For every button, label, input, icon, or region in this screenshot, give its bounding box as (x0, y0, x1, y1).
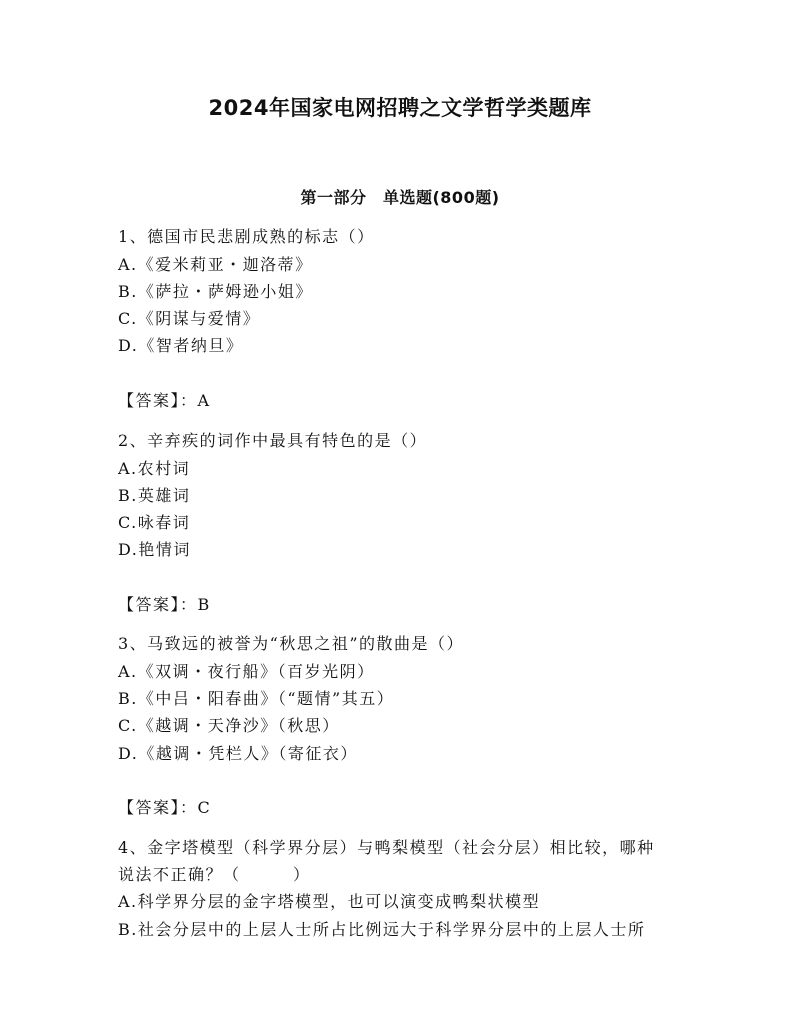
question-4-stem-line-1: 4、金字塔模型（科学界分层）与鸭梨模型（社会分层）相比较，哪种 (118, 838, 655, 857)
question-2-option-b: B.英雄词 (118, 486, 191, 505)
question-2-stem: 2、辛弃疾的词作中最具有特色的是（） (118, 431, 428, 450)
question-4-stem-line-2: 说法不正确？（ ） (118, 865, 311, 884)
question-1-option-d: D.《智者纳旦》 (118, 336, 244, 355)
question-2-option-a: A.农村词 (118, 459, 191, 478)
question-2-option-d: D.艳情词 (118, 540, 191, 559)
question-1-option-b: B.《萨拉・萨姆逊小姐》 (118, 282, 313, 301)
question-3-option-d: D.《越调・凭栏人》（寄征衣） (118, 744, 358, 763)
question-3-option-a: A.《双调・夜行船》（百岁光阴） (118, 662, 375, 681)
question-4-option-b: B.社会分层中的上层人士所占比例远大于科学界分层中的上层人士所 (118, 920, 646, 939)
question-1-option-a: A.《爱米莉亚・迦洛蒂》 (118, 255, 313, 274)
question-4-option-a: A.科学界分层的金字塔模型，也可以演变成鸭梨状模型 (118, 892, 541, 911)
document-title: 2024年国家电网招聘之文学哲学类题库 (208, 96, 592, 120)
question-3-option-c: C.《越调・天净沙》（秋思） (118, 716, 340, 735)
section-heading: 第一部分 单选题(800题) (300, 188, 500, 207)
question-1-answer: 【答案】：A (118, 391, 211, 410)
question-1-stem: 1、德国市民悲剧成熟的标志（） (118, 227, 375, 246)
question-1-option-c: C.《阴谋与爱情》 (118, 309, 261, 328)
question-3-answer: 【答案】：C (118, 798, 212, 817)
question-3-option-b: B.《中吕・阳春曲》（“题情”其五） (118, 689, 395, 708)
question-2-answer: 【答案】：B (118, 595, 211, 614)
question-3-stem: 3、马致远的被誉为“秋思之祖”的散曲是（） (118, 634, 465, 653)
question-2-option-c: C.咏春词 (118, 513, 191, 532)
